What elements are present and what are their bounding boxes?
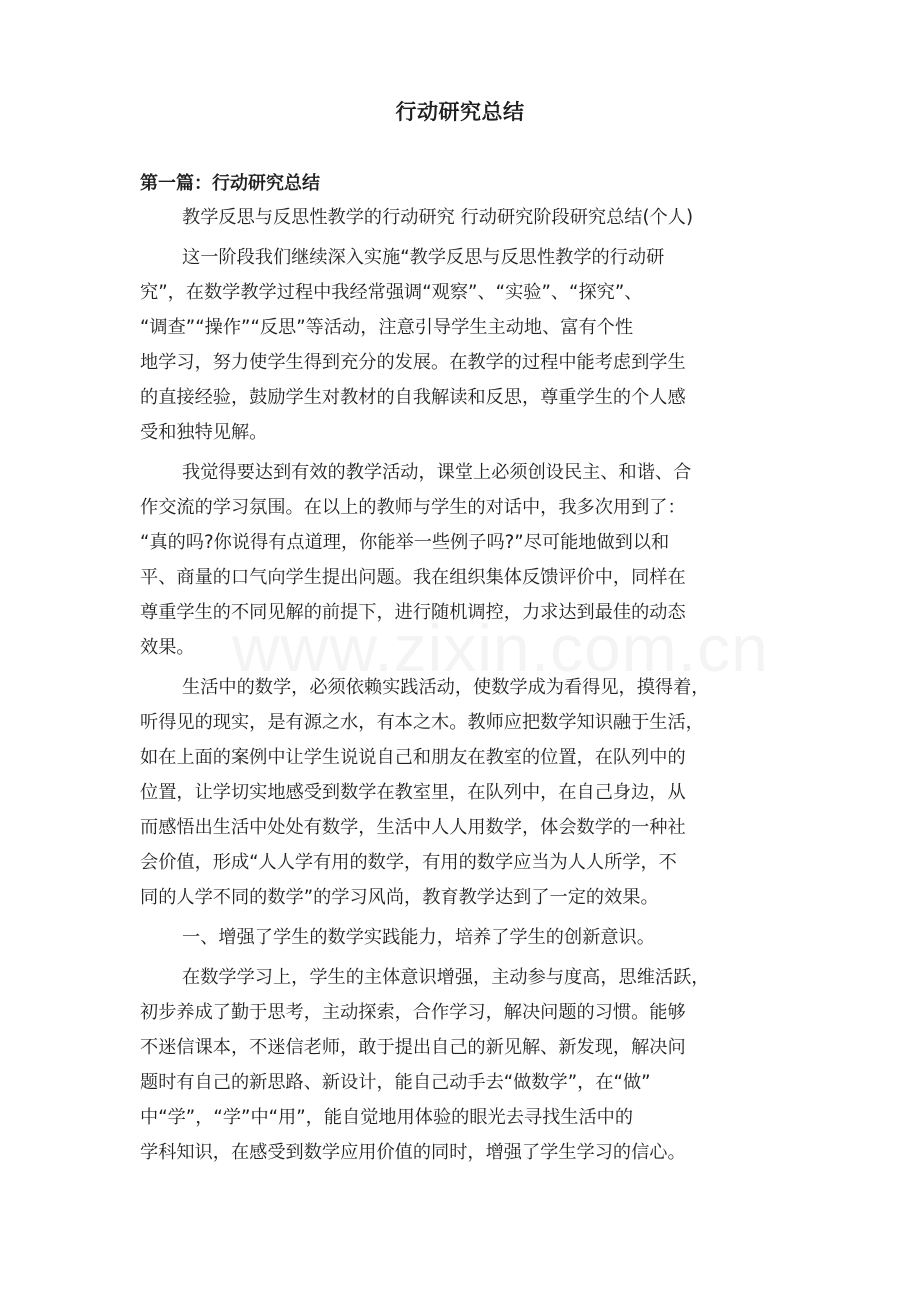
paragraph-line: 学科知识，在感受到数学应用价值的同时，增强了学生学习的信心。 (140, 1142, 686, 1163)
paragraph (140, 960, 790, 1170)
paragraph-line: 不迷信课本，不迷信老师，敢于提出自己的新见解、新发现，解决问 (140, 1037, 686, 1058)
paragraph-line: “调查”“操作”“反思”等活动，注意引导学生主动地、富有个性 (140, 317, 634, 338)
paragraph-first-line: 教学反思与反思性教学的行动研究 行动研究阶段研究总结(个人) (182, 207, 694, 228)
paragraph-line: 初步养成了勤于思考，主动探索，合作学习，解决问题的习惯。能够 (140, 1002, 686, 1023)
paragraph-line: “真的吗?你说得有点道理，你能举一些例子吗?”尽可能地做到以和 (140, 532, 670, 553)
paragraph-line: 同的人学不同的数学”的学习风尚，教育教学达到了一定的效果。 (140, 887, 659, 908)
paragraph-line: 中“学”，“学”中“用”，能自觉地用体验的眼光去寻找生活中的 (140, 1107, 634, 1128)
paragraph (140, 670, 790, 915)
paragraph-line: 听得见的现实，是有源之水，有本之木。教师应把数学知识融于生活， (140, 712, 704, 733)
paragraph-line: 的直接经验，鼓励学生对教材的自我解读和反思，尊重学生的个人感 (140, 387, 686, 408)
paragraph-first-line: 这一阶段我们继续深入实施“教学反思与反思性教学的行动研 (182, 247, 665, 268)
paragraph (140, 200, 790, 235)
section-title: 第一篇：行动研究总结 (140, 173, 320, 194)
paragraph (140, 455, 790, 665)
paragraph-line: 受和独特见解。 (140, 422, 268, 443)
paragraph (140, 240, 790, 450)
paragraph-line: 效果。 (140, 637, 195, 658)
paragraph-line: 究”，在数学教学过程中我经常强调“观察”、“实验”、“探究”、 (140, 282, 643, 303)
paragraph-line: 会价值，形成“人人学有用的数学，有用的数学应当为人人所学，不 (140, 852, 677, 873)
page-title: 行动研究总结 (395, 100, 525, 124)
paragraph-first-line: 一、增强了学生的数学实践能力，培养了学生的创新意识。 (182, 927, 655, 948)
paragraph-first-line: 生活中的数学，必须依赖实践活动，使数学成为看得见，摸得着， (182, 677, 710, 698)
paragraph-line: 地学习，努力使学生得到充分的发展。在教学的过程中能考虑到学生 (140, 352, 686, 373)
paragraph-first-line: 在数学学习上，学生的主体意识增强，主动参与度高，思维活跃， (182, 967, 710, 988)
document-body (140, 200, 790, 1175)
paragraph-line: 题时有自己的新思路、新设计，能自己动手去“做数学”，在“做” (140, 1072, 651, 1093)
paragraph-line: 尊重学生的不同见解的前提下，进行随机调控，力求达到最佳的动态 (140, 602, 686, 623)
paragraph (140, 920, 790, 955)
paragraph-line: 而感悟出生活中处处有数学，生活中人人用数学，体会数学的一种社 (140, 817, 686, 838)
paragraph-first-line: 我觉得要达到有效的教学活动，课堂上必须创设民主、和谐、合 (182, 462, 692, 483)
paragraph-line: 如在上面的案例中让学生说说自己和朋友在教室的位置，在队列中的 (140, 747, 686, 768)
paragraph-line: 平、商量的口气向学生提出问题。我在组织集体反馈评价中，同样在 (140, 567, 686, 588)
paragraph-line: 作交流的学习氛围。在以上的教师与学生的对话中，我多次用到了： (140, 497, 686, 518)
paragraph-line: 位置，让学切实地感受到数学在教室里，在队列中，在自己身边，从 (140, 782, 686, 803)
